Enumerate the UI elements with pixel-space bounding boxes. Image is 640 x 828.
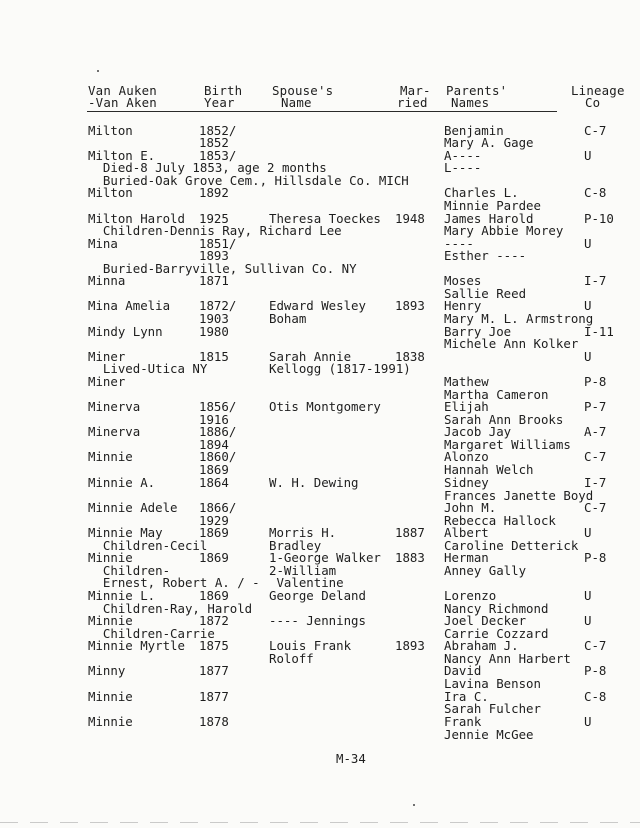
- cell-parent: Jacob Jay: [444, 424, 512, 439]
- cell-lineage: C-7: [584, 500, 607, 515]
- cell-birth: 1875: [199, 638, 229, 653]
- header-birth-line2: Year: [204, 95, 235, 110]
- cell-married: 1838: [395, 349, 425, 364]
- cell-birth: 1869: [199, 550, 229, 565]
- cell-spouse: Theresa Toeckes: [269, 211, 381, 226]
- cell-name: Minnie L.: [88, 588, 156, 603]
- cell-note: Ernest, Robert A. / -: [88, 575, 260, 590]
- cell-name: Miner: [88, 374, 126, 389]
- cell-parent: Sidney: [444, 475, 489, 490]
- cell-spouse: George Deland: [269, 588, 366, 603]
- cell-parent: Jennie McGee: [444, 727, 534, 742]
- cell-parent: Henry: [444, 298, 482, 313]
- cell-spouse: Bradley: [269, 538, 322, 553]
- cell-parent: Mary M. L. Armstrong: [444, 311, 594, 326]
- cell-parent: Anney Gally: [444, 563, 527, 578]
- cell-birth: 1869: [199, 588, 229, 603]
- header-lineage-line1: Lineage: [571, 83, 625, 98]
- cell-name: Minnie: [88, 449, 133, 464]
- header-name-line2: -Van Aken: [88, 95, 157, 110]
- cell-note: Children-: [88, 563, 171, 578]
- cell-parent: James Harold: [444, 211, 534, 226]
- cell-name: Mina Amelia: [88, 298, 171, 313]
- header-birth-line1: Birth: [204, 83, 243, 98]
- cell-lineage: P-8: [584, 374, 607, 389]
- cell-name: Mina: [88, 236, 118, 251]
- cell-lineage: C-8: [584, 689, 607, 704]
- cell-lineage: U: [584, 525, 592, 540]
- cell-parent: Martha Cameron: [444, 387, 549, 402]
- cell-lineage: P-7: [584, 399, 607, 414]
- cell-name: Minnie Myrtle: [88, 638, 185, 653]
- cell-parent: Sallie Reed: [444, 286, 527, 301]
- cell-name: Minny: [88, 663, 126, 678]
- cell-parent: Alonzo: [444, 449, 489, 464]
- cell-name: Mindy Lynn: [88, 324, 163, 339]
- header-married-line2: ried: [397, 95, 428, 110]
- cell-lineage: I-11: [584, 324, 614, 339]
- cell-parent: Lavina Benson: [444, 676, 541, 691]
- cell-lineage: U: [584, 236, 592, 251]
- header-name-line1: Van Auken: [88, 83, 157, 98]
- cell-birth: 1871: [199, 273, 229, 288]
- header-parents-line2: Names: [451, 95, 490, 110]
- cell-birth: 1860/: [199, 449, 237, 464]
- header-spouse-line2: Name: [281, 95, 312, 110]
- cell-parent: Abraham J.: [444, 638, 519, 653]
- cell-parent: Mathew: [444, 374, 489, 389]
- cell-parent: Albert: [444, 525, 489, 540]
- cell-parent: Frances Janette Boyd: [444, 488, 594, 503]
- cell-birth: 1852/: [199, 123, 237, 138]
- cell-lineage: U: [584, 588, 592, 603]
- cell-name: Minerva: [88, 424, 141, 439]
- cell-birth: 1864: [199, 475, 229, 490]
- cell-parent: Caroline Detterick: [444, 538, 579, 553]
- cell-parent: Benjamin: [444, 123, 504, 138]
- cell-lineage: C-7: [584, 123, 607, 138]
- cell-note: Lived-Utica NY: [88, 361, 208, 376]
- cell-birth: 1815: [199, 349, 229, 364]
- cell-spouse: ---- Jennings: [269, 613, 366, 628]
- cell-name: Minnie: [88, 613, 133, 628]
- cell-name: Milton E.: [88, 148, 156, 163]
- cell-note: Died-8 July 1853, age 2 months: [88, 160, 327, 175]
- cell-birth: 1851/: [199, 236, 237, 251]
- cell-spouse: Kellogg (1817-1991): [269, 361, 411, 376]
- cell-birth: 1886/: [199, 424, 237, 439]
- cell-parent: David: [444, 663, 482, 678]
- cell-spouse: Valentine: [269, 575, 344, 590]
- cell-lineage: U: [584, 148, 592, 163]
- cell-parent: Sarah Fulcher: [444, 701, 541, 716]
- scan-speck: [413, 804, 415, 806]
- header-rule: [87, 111, 557, 112]
- cell-name: Minnie: [88, 550, 133, 565]
- cell-note: Children-Cecil: [88, 538, 208, 553]
- cell-married: 1893: [395, 638, 425, 653]
- cell-note: Children-Ray, Harold: [88, 601, 253, 616]
- cell-lineage: U: [584, 298, 592, 313]
- cell-name: Minnie: [88, 714, 133, 729]
- cell-lineage: C-7: [584, 638, 607, 653]
- cell-spouse: 1-George Walker: [269, 550, 381, 565]
- cell-parent: Margaret Williams: [444, 437, 571, 452]
- cell-name: Minnie A.: [88, 475, 156, 490]
- cell-parent: Mary A. Gage: [444, 135, 534, 150]
- cell-parent: Rebecca Hallock: [444, 513, 556, 528]
- cell-spouse: Morris H.: [269, 525, 337, 540]
- cell-spouse: Louis Frank: [269, 638, 352, 653]
- cell-name: Miner: [88, 349, 126, 364]
- cell-name: Minnie Adele: [88, 500, 178, 515]
- cell-parent: John M.: [444, 500, 497, 515]
- cell-lineage: C-8: [584, 185, 607, 200]
- cell-birth: 1872: [199, 613, 229, 628]
- cell-lineage: P-10: [584, 211, 614, 226]
- cell-married: 1948: [395, 211, 425, 226]
- cell-spouse: Boham: [269, 311, 307, 326]
- cell-name: Milton Harold: [88, 211, 185, 226]
- scan-edge: [0, 822, 640, 823]
- cell-name: Minerva: [88, 399, 141, 414]
- cell-birth: 1869: [199, 462, 229, 477]
- header-parents-line1: Parents': [446, 83, 508, 98]
- cell-birth: 1903: [199, 311, 229, 326]
- cell-parent: L----: [444, 160, 482, 175]
- cell-name: Minnie: [88, 689, 133, 704]
- cell-birth: 1916: [199, 412, 229, 427]
- cell-lineage: U: [584, 613, 592, 628]
- header-spouse-line1: Spouse's: [272, 83, 334, 98]
- cell-note: Buried-Oak Grove Cem., Hillsdale Co. MICH: [88, 173, 409, 188]
- cell-name: Minna: [88, 273, 126, 288]
- cell-birth: 1892: [199, 185, 229, 200]
- cell-parent: Lorenzo: [444, 588, 497, 603]
- cell-lineage: P-8: [584, 663, 607, 678]
- cell-parent: A----: [444, 148, 482, 163]
- cell-parent: Joel Decker: [444, 613, 527, 628]
- cell-lineage: U: [584, 714, 592, 729]
- cell-parent: Frank: [444, 714, 482, 729]
- cell-spouse: Otis Montgomery: [269, 399, 381, 414]
- cell-parent: Nancy Richmond: [444, 601, 549, 616]
- cell-note: Children-Dennis Ray, Richard Lee: [88, 223, 342, 238]
- cell-birth: 1929: [199, 513, 229, 528]
- header-lineage-line2: Co: [585, 95, 601, 110]
- cell-parent: Barry Joe: [444, 324, 512, 339]
- cell-married: 1887: [395, 525, 425, 540]
- cell-birth: 1894: [199, 437, 229, 452]
- cell-spouse: Edward Wesley: [269, 298, 366, 313]
- cell-spouse: 2-William: [269, 563, 337, 578]
- cell-note: Children-Carrie: [88, 626, 215, 641]
- cell-parent: ----: [444, 236, 474, 251]
- cell-parent: Herman: [444, 550, 489, 565]
- cell-birth: 1877: [199, 689, 229, 704]
- cell-parent: Carrie Cozzard: [444, 626, 549, 641]
- cell-lineage: I-7: [584, 475, 607, 490]
- cell-name: Milton: [88, 185, 133, 200]
- cell-birth: 1852: [199, 135, 229, 150]
- cell-parent: Moses: [444, 273, 482, 288]
- scan-speck: [97, 70, 99, 72]
- cell-birth: 1872/: [199, 298, 237, 313]
- cell-married: 1893: [395, 298, 425, 313]
- cell-parent: Hannah Welch: [444, 462, 534, 477]
- cell-lineage: A-7: [584, 424, 607, 439]
- cell-lineage: C-7: [584, 449, 607, 464]
- cell-spouse: Roloff: [269, 651, 314, 666]
- page-number: M-34: [336, 751, 366, 766]
- cell-birth: 1893: [199, 248, 229, 263]
- cell-parent: Sarah Ann Brooks: [444, 412, 564, 427]
- cell-lineage: U: [584, 349, 592, 364]
- cell-name: Milton: [88, 123, 133, 138]
- cell-name: Minnie May: [88, 525, 163, 540]
- cell-spouse: Sarah Annie: [269, 349, 352, 364]
- cell-parent: Nancy Ann Harbert: [444, 651, 571, 666]
- header-married-line1: Mar-: [400, 83, 431, 98]
- cell-parent: Esther ----: [444, 248, 527, 263]
- cell-birth: 1925: [199, 211, 229, 226]
- cell-note: Buried-Barryville, Sullivan Co. NY: [88, 261, 357, 276]
- cell-lineage: P-8: [584, 550, 607, 565]
- cell-birth: 1877: [199, 663, 229, 678]
- cell-parent: Mary Abbie Morey: [444, 223, 564, 238]
- cell-parent: Charles L.: [444, 185, 519, 200]
- cell-birth: 1869: [199, 525, 229, 540]
- cell-married: 1883: [395, 550, 425, 565]
- cell-birth: 1856/: [199, 399, 237, 414]
- cell-parent: Michele Ann Kolker: [444, 336, 579, 351]
- cell-birth: 1853/: [199, 148, 237, 163]
- cell-spouse: W. H. Dewing: [269, 475, 359, 490]
- cell-lineage: I-7: [584, 273, 607, 288]
- cell-parent: Elijah: [444, 399, 489, 414]
- cell-birth: 1878: [199, 714, 229, 729]
- cell-parent: Minnie Pardee: [444, 198, 541, 213]
- cell-birth: 1866/: [199, 500, 237, 515]
- cell-parent: Ira C.: [444, 689, 489, 704]
- cell-birth: 1980: [199, 324, 229, 339]
